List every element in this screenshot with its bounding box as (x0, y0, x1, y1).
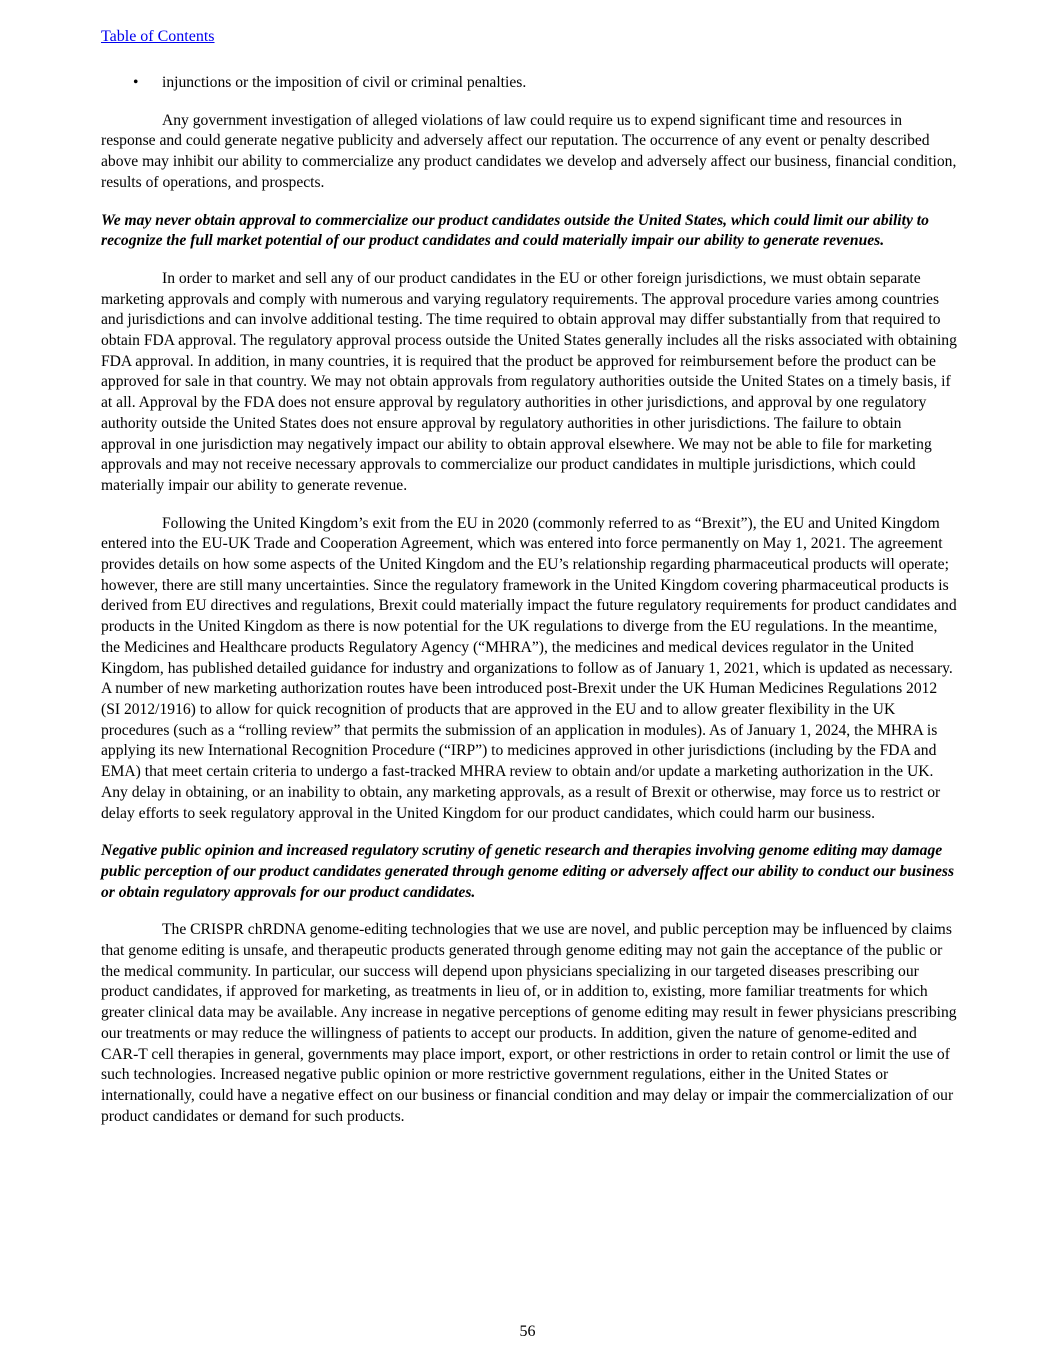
bullet-text: injunctions or the imposition of civil or criminal penalties. (162, 74, 527, 91)
page-number: 56 (519, 1323, 536, 1340)
paragraph-foreign-approvals: In order to market and sell any of our product candidates in the EU or other foreign jurisdictions, we must obtain separate marketing approvals and comply with numerous and varying regulatory requirements. The approval procedure varies among countries and jurisdictions and can involve additional testing. The time required to obtain approval may differ substantially from that required to obtain FDA approval. The regulatory approval process outside the United States generally includes all the risks associated with obtaining FDA approval. In addition, in many countries, it is required that the product be approved for reimbursement before the product can be approved for sale in that country. We may not obtain approvals from regulatory authorities outside the United States on a timely basis, if at all. Approval by the FDA does not ensure approval by regulatory authorities in other jurisdictions, and approval by one regulatory authority outside the United States does not ensure approval by regulatory authorities in other jurisdictions. The failure to obtain approval in one jurisdiction may negatively impact our ability to obtain approval elsewhere. We may not be able to file for marketing approvals and may not receive necessary approvals to commercialize our product candidates in multiple jurisdictions, which could materially impair our ability to generate revenue. (101, 269, 957, 494)
risk-heading-public-opinion: Negative public opinion and increased regulatory scrutiny of genetic research and therapies involving genome editing may damage public perception of our product candidates generated through genome editing or adversely affect our ability to conduct our business or obtain regulatory approvals for our product candidates. (101, 842, 955, 901)
paragraph-brexit: Following the United Kingdom’s exit from the EU in 2020 (commonly referred to as “Brexit”), the EU and United Kingdom entered into the EU-UK Trade and Cooperation Agreement, which was entered into force permanently on May 1, 2021. The agreement provides details on how some aspects of the United Kingdom and the EU’s relationship regarding pharmaceutical products will operate; however, there are still many uncertainties. Since the regulatory framework in the United Kingdom covering pharmaceutical products is derived from EU directives and regulations, Brexit could materially impact the future regulatory requirements for product candidates and products in the United Kingdom as there is now potential for the UK regulations to diverge from the EU regulations. In the meantime, the Medicines and Healthcare products Regulatory Agency (“MHRA”), the medicines and medical devices regulator in the United Kingdom, has published detailed guidance for industry and organizations to follow as of January 1, 2021, which is updated as necessary. A number of new marketing authorization routes have been introduced post-Brexit under the UK Human Medicines Regulations 2012 (SI 2012/1916) to allow for quick recognition of products that are approved in the EU and to allow greater flexibility in the UK procedures (such as a “rolling review” that permits the submission of an application in modules). As of January 1, 2024, the MHRA is applying its new International Recognition Procedure (“IRP”) to medicines approved in other jurisdictions (including by the FDA and EMA) that meet certain criteria to undergo a fast-tracked MHRA review to obtain and/or update a marketing authorization in the UK. Any delay in obtaining, or an inability to obtain, any marketing approvals, as a result of Brexit or otherwise, may force us to restrict or delay efforts to seek regulatory approval in the United Kingdom for our product candidates, which could harm our business. (101, 514, 957, 822)
bullet-icon: • (133, 74, 139, 91)
paragraph-genome-editing-perception: The CRISPR chRDNA genome-editing technologies that we use are novel, and public perception may be influenced by claims that genome editing is unsafe, and therapeutic products generated through genome editing may not gain the acceptance of the public or the medical community. In particular, our success will depend upon physicians specializing in our targeted diseases prescribing our product candidates, if approved for marketing, as treatments in lieu of, or in addition to, existing, more familiar treatments for which greater clinical data may be available. Any increase in negative perceptions of genome editing may result in fewer physicians prescribing our treatments or may reduce the willingness of patients to accept our products. In addition, given the nature of genome-edited and CAR-T cell therapies in general, governments may place import, export, or other restrictions in order to retain control or limit the use of such technologies. Increased negative public opinion or more restrictive government regulations, either in the United States or internationally, could have a negative effect on our business or financial condition and may delay or impair the commercialization of our product candidates or demand for such products. (101, 921, 957, 1125)
risk-heading-approval-outside-us: We may never obtain approval to commercialize our product candidates outside the United States, which could limit our ability to recognize the full market potential of our product candidates and could materially impair our ability to generate revenues. (101, 211, 929, 250)
table-of-contents-link[interactable]: Table of Contents (101, 28, 215, 45)
bullet-item (101, 73, 957, 94)
paragraph-government-investigation: Any government investigation of alleged violations of law could require us to expend significant time and resources in response and could generate negative publicity and adversely affect our reputation. The occurrence of any event or penalty described above may inhibit our ability to commercialize any product candidates we develop and adversely affect our business, financial condition, results of operations, and prospects. (101, 111, 957, 191)
document-body (101, 73, 957, 1144)
